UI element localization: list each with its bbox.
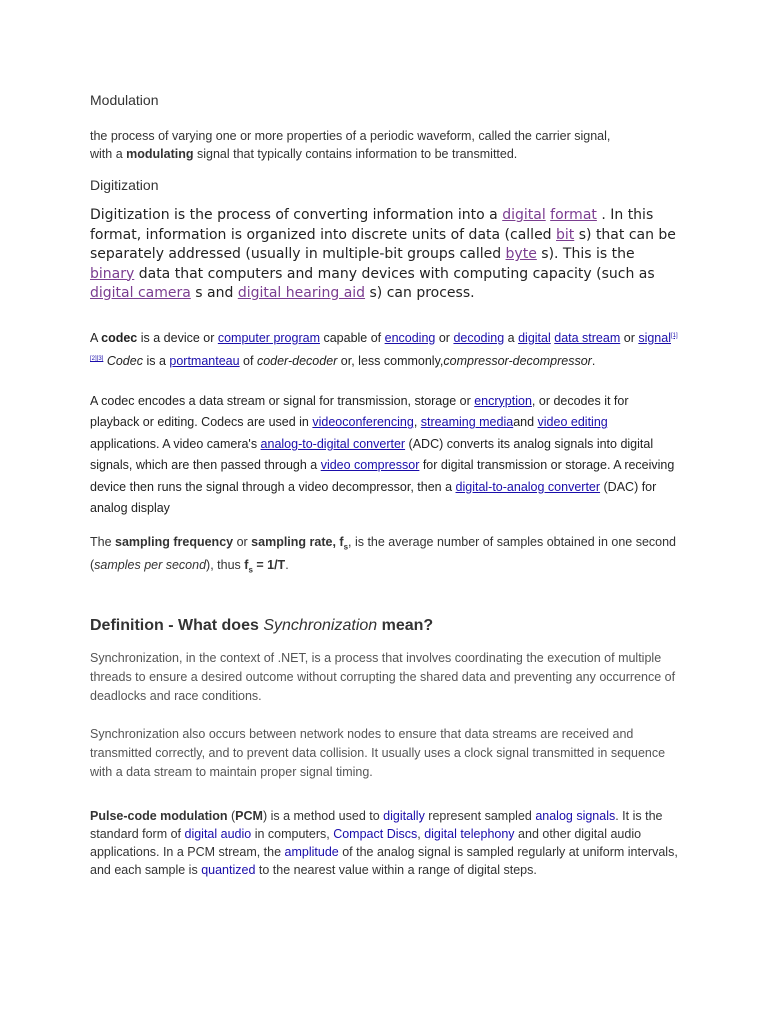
- text: s and: [190, 285, 238, 301]
- link-digital-to-analog-converter[interactable]: digital-to-analog converter: [455, 479, 601, 494]
- modulating-term: modulating: [126, 147, 194, 161]
- text: mean?: [377, 616, 434, 634]
- text: in computers,: [251, 826, 334, 841]
- link-binary[interactable]: binary: [90, 265, 135, 282]
- codec-usage-paragraph: [90, 391, 680, 520]
- synchronization-italic: Synchronization: [263, 616, 378, 634]
- text: (ADC) converts its analog signals into digital signals, which are then passed through a: [90, 436, 654, 473]
- codec-term: codec: [101, 330, 138, 345]
- codec-definition: [90, 326, 680, 373]
- text: . In this format, information is organized into discrete units of data (called: [90, 207, 654, 243]
- text: Definition - What does: [90, 616, 264, 634]
- text: data that computers and many devices with computing capacity (such as: [134, 265, 655, 282]
- pcm-paragraph: [90, 807, 680, 879]
- digitization-heading: Digitization: [90, 177, 159, 193]
- link-data-stream[interactable]: data stream: [554, 330, 621, 345]
- link-streaming-media[interactable]: streaming media: [420, 415, 514, 430]
- digitization-definition: [90, 206, 680, 304]
- text: , or decodes it for playback or editing. Codecs are used in: [90, 393, 629, 430]
- link-amplitude[interactable]: amplitude: [284, 844, 339, 859]
- link-encoding[interactable]: encoding: [384, 330, 436, 345]
- coder-decoder-italic: coder-decoder: [256, 354, 338, 369]
- link-format[interactable]: format: [550, 207, 597, 223]
- text: and: [513, 415, 538, 430]
- compressor-decompressor-italic: compressor-decompressor: [443, 354, 592, 369]
- text: capable of: [319, 330, 385, 345]
- link-videoconferencing[interactable]: videoconferencing: [312, 415, 414, 430]
- link-decoding[interactable]: decoding: [453, 330, 505, 345]
- text: applications. A video camera's: [90, 436, 261, 451]
- text: s) can process.: [365, 285, 475, 301]
- text: Digitization is the process of converting information into a: [90, 207, 503, 223]
- text: and other digital audio applications. In a PCM stream, the: [90, 826, 642, 859]
- text: or: [435, 330, 454, 345]
- modulation-text: signal that typically contains information to be transmitted.: [193, 147, 518, 161]
- synchronization-paragraph-2: Synchronization also occurs between network nodes to ensure that data streams are received and transmitted correctly, and to prevent data collision. It usually uses a clock signal transmitted in sequence with a data stream to maintain proper signal timing.: [90, 726, 666, 779]
- link-video-compressor[interactable]: video compressor: [320, 458, 420, 473]
- link-digital[interactable]: digital: [518, 330, 551, 345]
- text: ,: [417, 826, 425, 841]
- link-digital-camera[interactable]: digital camera: [90, 285, 191, 301]
- text: The: [90, 534, 116, 549]
- text: for digital transmission or storage. A receiving device then runs the signal through a video decompressor, then a: [90, 458, 675, 494]
- link-signal[interactable]: signal: [638, 330, 671, 345]
- link-bit[interactable]: bit: [556, 226, 575, 243]
- link-portmanteau[interactable]: portmanteau: [169, 354, 240, 369]
- text: or: [620, 330, 639, 345]
- text: ), thus: [206, 558, 245, 573]
- text: is a: [142, 354, 170, 369]
- link-digital-hearing-aid[interactable]: digital hearing aid: [237, 285, 366, 301]
- text: to the nearest value within a range of digital steps.: [255, 862, 537, 877]
- sampling-rate-term: sampling rate, f: [251, 534, 344, 549]
- link-digital-telephony[interactable]: digital telephony: [424, 826, 515, 841]
- text: A codec encodes a data stream or signal for transmission, storage or: [90, 393, 475, 408]
- link-encryption[interactable]: encryption: [474, 393, 532, 408]
- citation-links[interactable]: [1][2][3]: [90, 332, 678, 363]
- codec-italic: Codec: [106, 354, 143, 369]
- synchronization-paragraph-1: Synchronization, in the context of .NET, is a process that involves coordinating the execution of multiple threads to ensure a desired outcome without corrupting the shared data and preventing any occurrence of deadlocks and race conditions.: [90, 650, 676, 703]
- text: , is the average number of samples obtained in one second (: [90, 534, 677, 573]
- text: A: [90, 330, 102, 345]
- text: . It is the standard form of: [90, 808, 663, 841]
- link-digitally[interactable]: digitally: [383, 808, 425, 823]
- link-analog-to-digital-converter[interactable]: analog-to-digital converter: [260, 436, 406, 451]
- modulation-definition: [90, 127, 680, 163]
- text: .: [591, 354, 596, 369]
- link-computer-program[interactable]: computer program: [217, 330, 320, 345]
- text: ,: [413, 415, 421, 430]
- text: or: [233, 534, 252, 549]
- link-video-editing[interactable]: video editing: [537, 415, 608, 430]
- modulation-line1: the process of varying one or more properties of a periodic waveform, called the carrier signal,: [90, 129, 611, 143]
- subscript: s: [248, 565, 253, 575]
- sampling-frequency-term: sampling frequency: [115, 534, 234, 549]
- text: .: [285, 558, 289, 573]
- text: s). This is the: [536, 246, 635, 262]
- text: (: [227, 808, 236, 823]
- link-analog-signals[interactable]: analog signals: [535, 808, 616, 823]
- text: or, less commonly,: [337, 354, 444, 369]
- pcm-abbrev: PCM: [235, 808, 263, 823]
- formula: = 1/T: [252, 558, 286, 573]
- formula: f: [244, 558, 249, 573]
- text: of: [239, 354, 257, 369]
- text: a: [504, 330, 519, 345]
- link-quantized[interactable]: quantized: [201, 862, 256, 877]
- synchronization-heading: [90, 617, 680, 635]
- link-digital[interactable]: digital: [502, 207, 546, 223]
- sampling-paragraph: [90, 533, 680, 580]
- modulation-text: with a: [90, 147, 127, 161]
- link-compact-discs[interactable]: Compact Discs: [333, 826, 418, 841]
- link-byte[interactable]: byte: [505, 246, 537, 262]
- link-digital-audio[interactable]: digital audio: [184, 826, 252, 841]
- samples-per-second-italic: samples per second: [94, 558, 207, 573]
- text: is a device or: [137, 330, 218, 345]
- text: ) is a method used to: [262, 808, 384, 823]
- text: s) that can be separately addressed (usually in multiple-bit groups called: [90, 226, 676, 262]
- pcm-term: Pulse-code modulation: [90, 808, 228, 823]
- modulation-heading: Modulation: [90, 92, 159, 108]
- text: (DAC) for analog display: [90, 479, 657, 516]
- text: represent sampled: [424, 808, 536, 823]
- subscript: s: [343, 542, 349, 552]
- document-page: [90, 92, 680, 879]
- text: of the analog signal is sampled regularly at uniform intervals, and each sample is: [90, 844, 678, 877]
